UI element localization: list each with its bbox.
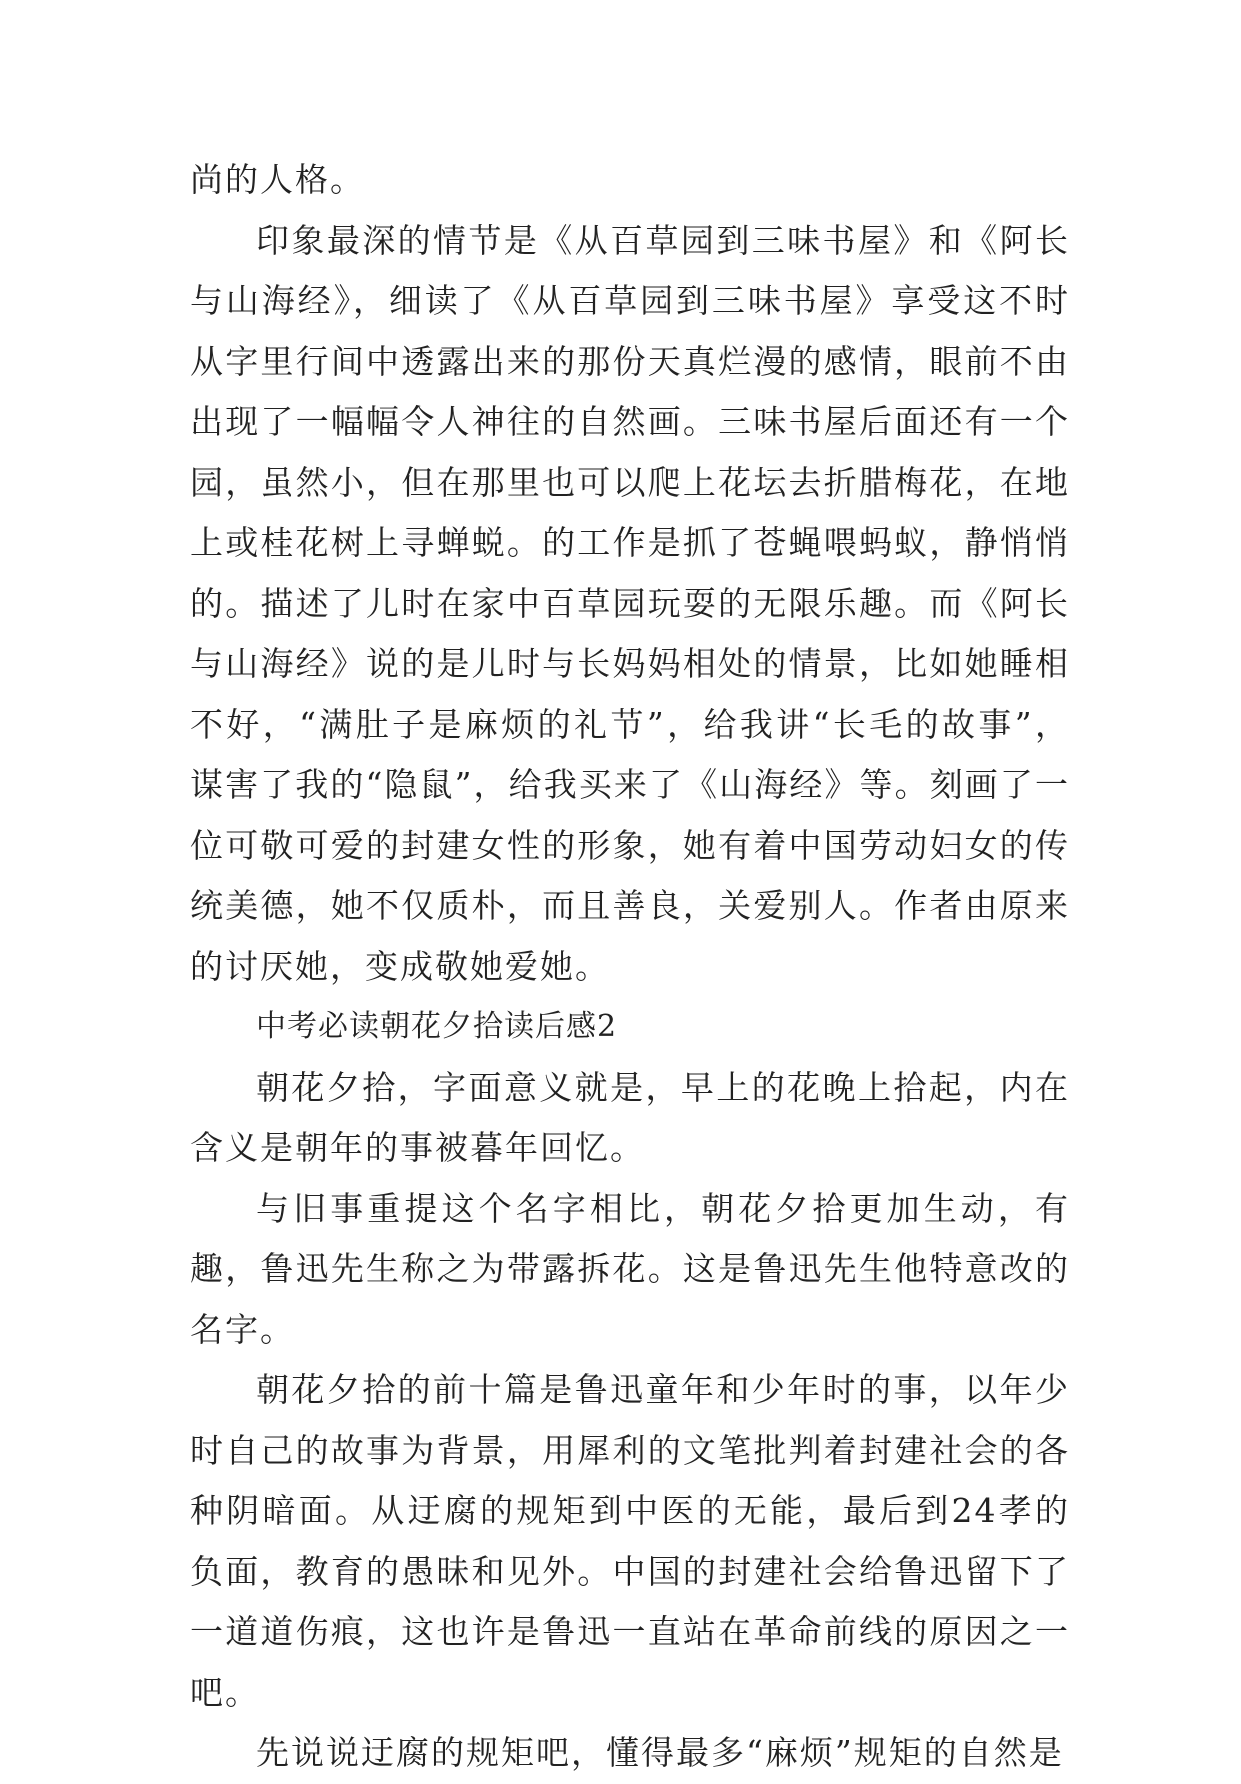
section-heading: 中考必读朝花夕拾读后感2	[256, 1009, 618, 1044]
paragraph-continued: 尚的人格。	[190, 160, 365, 199]
paragraph-impression: 印象最深的情节是《从百草园到三味书屋》和《阿长与山海经》，细读了《从百草园到三味书屋》享受这不时从字里行间中透露出来的那份天真烂漫的感情，眼前不由出现了一幅幅令人神往的自然画。三味书屋后面还有一个园，虽然小，但在那里也可以爬上花坛去折腊梅花，在地上或桂花树上寻蝉蜕。的工作是抓了苍蝇喂蚂蚁，静悄悄的。描述了儿时在家中百草园玩耍的无限乐趣。而《阿长与山海经》说的是儿时与长妈妈相处的情景，比如她睡相不好，“满肚子是麻烦的礼节”，给我讲“长毛的故事”，谋害了我的“隐鼠”，给我买来了《山海经》等。刻画了一位可敬可爱的封建女性的形象，她有着中国劳动妇女的传统美德，她不仅质朴，而且善良，关爱别人。作者由原来的讨厌她，变成敬她爱她。	[190, 220, 1070, 986]
paragraph-rules: 先说说迂腐的规矩吧，懂得最多“麻烦”规矩的自然是	[256, 1733, 1064, 1772]
paragraph-title-comparison: 与旧事重提这个名字相比，朝花夕拾更加生动，有趣，鲁迅先生称之为带露拆花。这是鲁迅先生他特意改的名字。	[190, 1188, 1070, 1349]
document-body	[190, 150, 1070, 1784]
paragraph-title-meaning: 朝花夕拾，字面意义就是，早上的花晚上拾起，内在含义是朝年的事被暮年回忆。	[190, 1067, 1070, 1167]
paragraph-first-ten-chapters: 朝花夕拾的前十篇是鲁迅童年和少年时的事，以年少时自己的故事为背景，用犀利的文笔批判着封建社会的各种阴暗面。从迂腐的规矩到中医的无能，最后到24孝的负面，教育的愚昧和见外。中国的封建社会给鲁迅留下了一道道伤痕，这也许是鲁迅一直站在革命前线的原因之一吧。	[190, 1370, 1070, 1712]
